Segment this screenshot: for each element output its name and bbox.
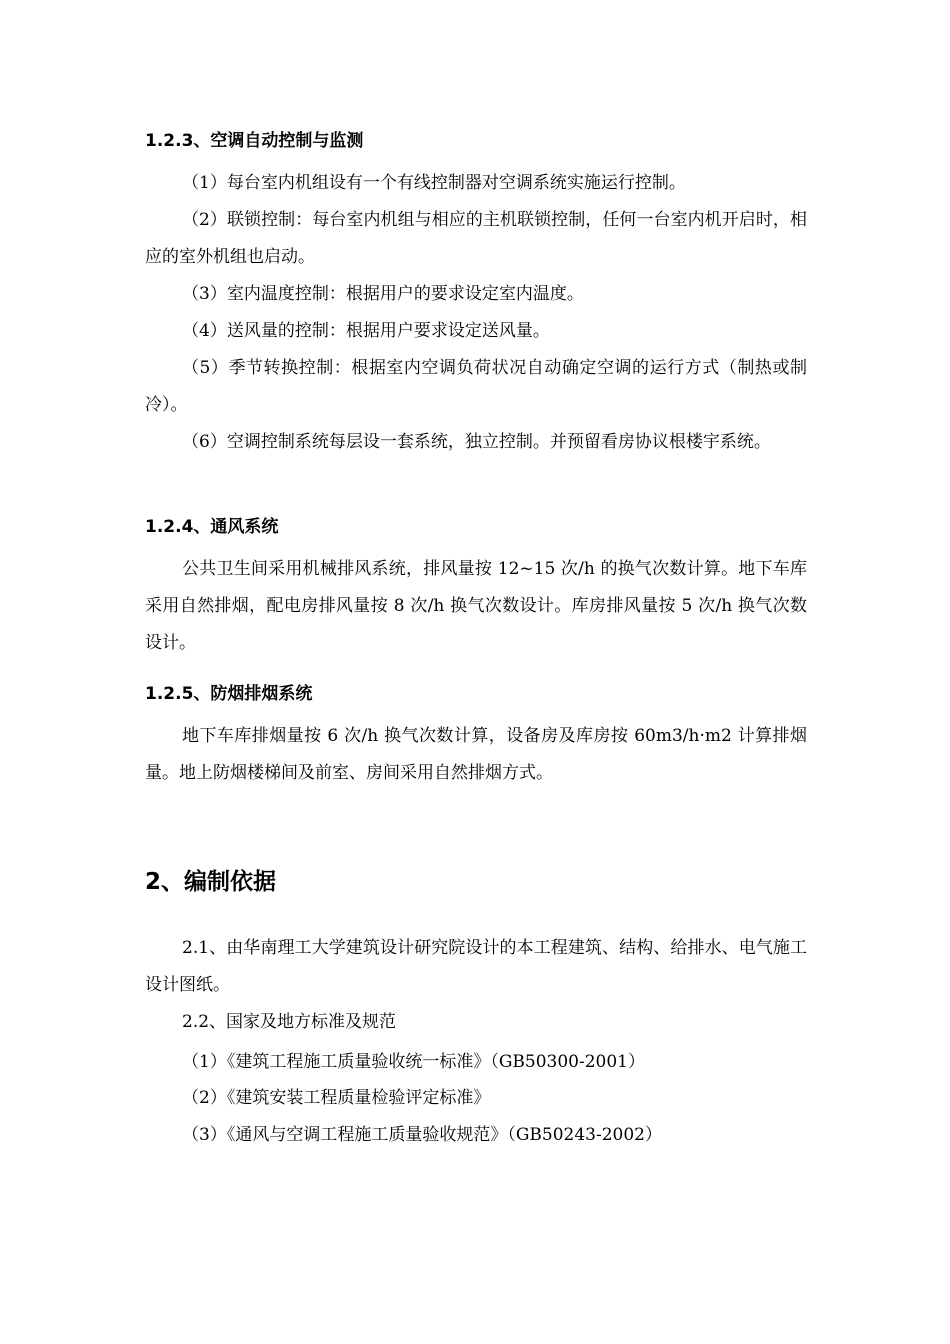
paragraph-ventilation: 公共卫生间采用机械排风系统，排风量按 12~15 次/h 的换气次数计算。地下车库采用自然排烟，配电房排风量按 8 次/h 换气次数设计。库房排风量按 5 次/h 换气次数设计。 xyxy=(145,559,807,653)
paragraph-smoke-control: 地下车库排烟量按 6 次/h 换气次数计算，设备房及库房按 60m3/h·m2 计算排烟量。地上防烟楼梯间及前室、房间采用自然排烟方式。 xyxy=(145,726,807,783)
heading-1-2-5: 1.2.5、防烟排烟系统 xyxy=(145,684,313,704)
reference-item-2: （2）《建筑安装工程质量检验评定标准》 xyxy=(182,1088,491,1108)
paragraph-item-1: （1）每台室内机组设有一个有线控制器对空调系统实施运行控制。 xyxy=(182,173,686,193)
paragraph-item-3: （3）室内温度控制：根据用户的要求设定室内温度。 xyxy=(182,284,584,304)
reference-item-1: （1）《建筑工程施工质量验收统一标准》（GB50300-2001） xyxy=(182,1052,645,1072)
paragraph-item-2: （2）联锁控制：每台室内机组与相应的主机联锁控制，任何一台室内机开启时，相应的室外机组也启动。 xyxy=(145,210,807,267)
reference-item-3: （3）《通风与空调工程施工质量验收规范》（GB50243-2002） xyxy=(182,1125,662,1145)
heading-1-2-3: 1.2.3、空调自动控制与监测 xyxy=(145,131,364,151)
heading-1-2-4: 1.2.4、通风系统 xyxy=(145,517,279,537)
paragraph-2-2: 2.2、国家及地方标准及规范 xyxy=(182,1012,397,1032)
heading-2: 2、编制依据 xyxy=(145,869,277,895)
paragraph-2-1: 2.1、由华南理工大学建筑设计研究院设计的本工程建筑、结构、给排水、电气施工设计图纸。 xyxy=(145,938,807,995)
paragraph-item-5: （5）季节转换控制：根据室内空调负荷状况自动确定空调的运行方式（制热或制冷）。 xyxy=(145,358,807,415)
paragraph-item-4: （4）送风量的控制：根据用户要求设定送风量。 xyxy=(182,321,550,341)
paragraph-item-6: （6）空调控制系统每层设一套系统，独立控制。并预留看房协议根楼宇系统。 xyxy=(182,432,771,452)
